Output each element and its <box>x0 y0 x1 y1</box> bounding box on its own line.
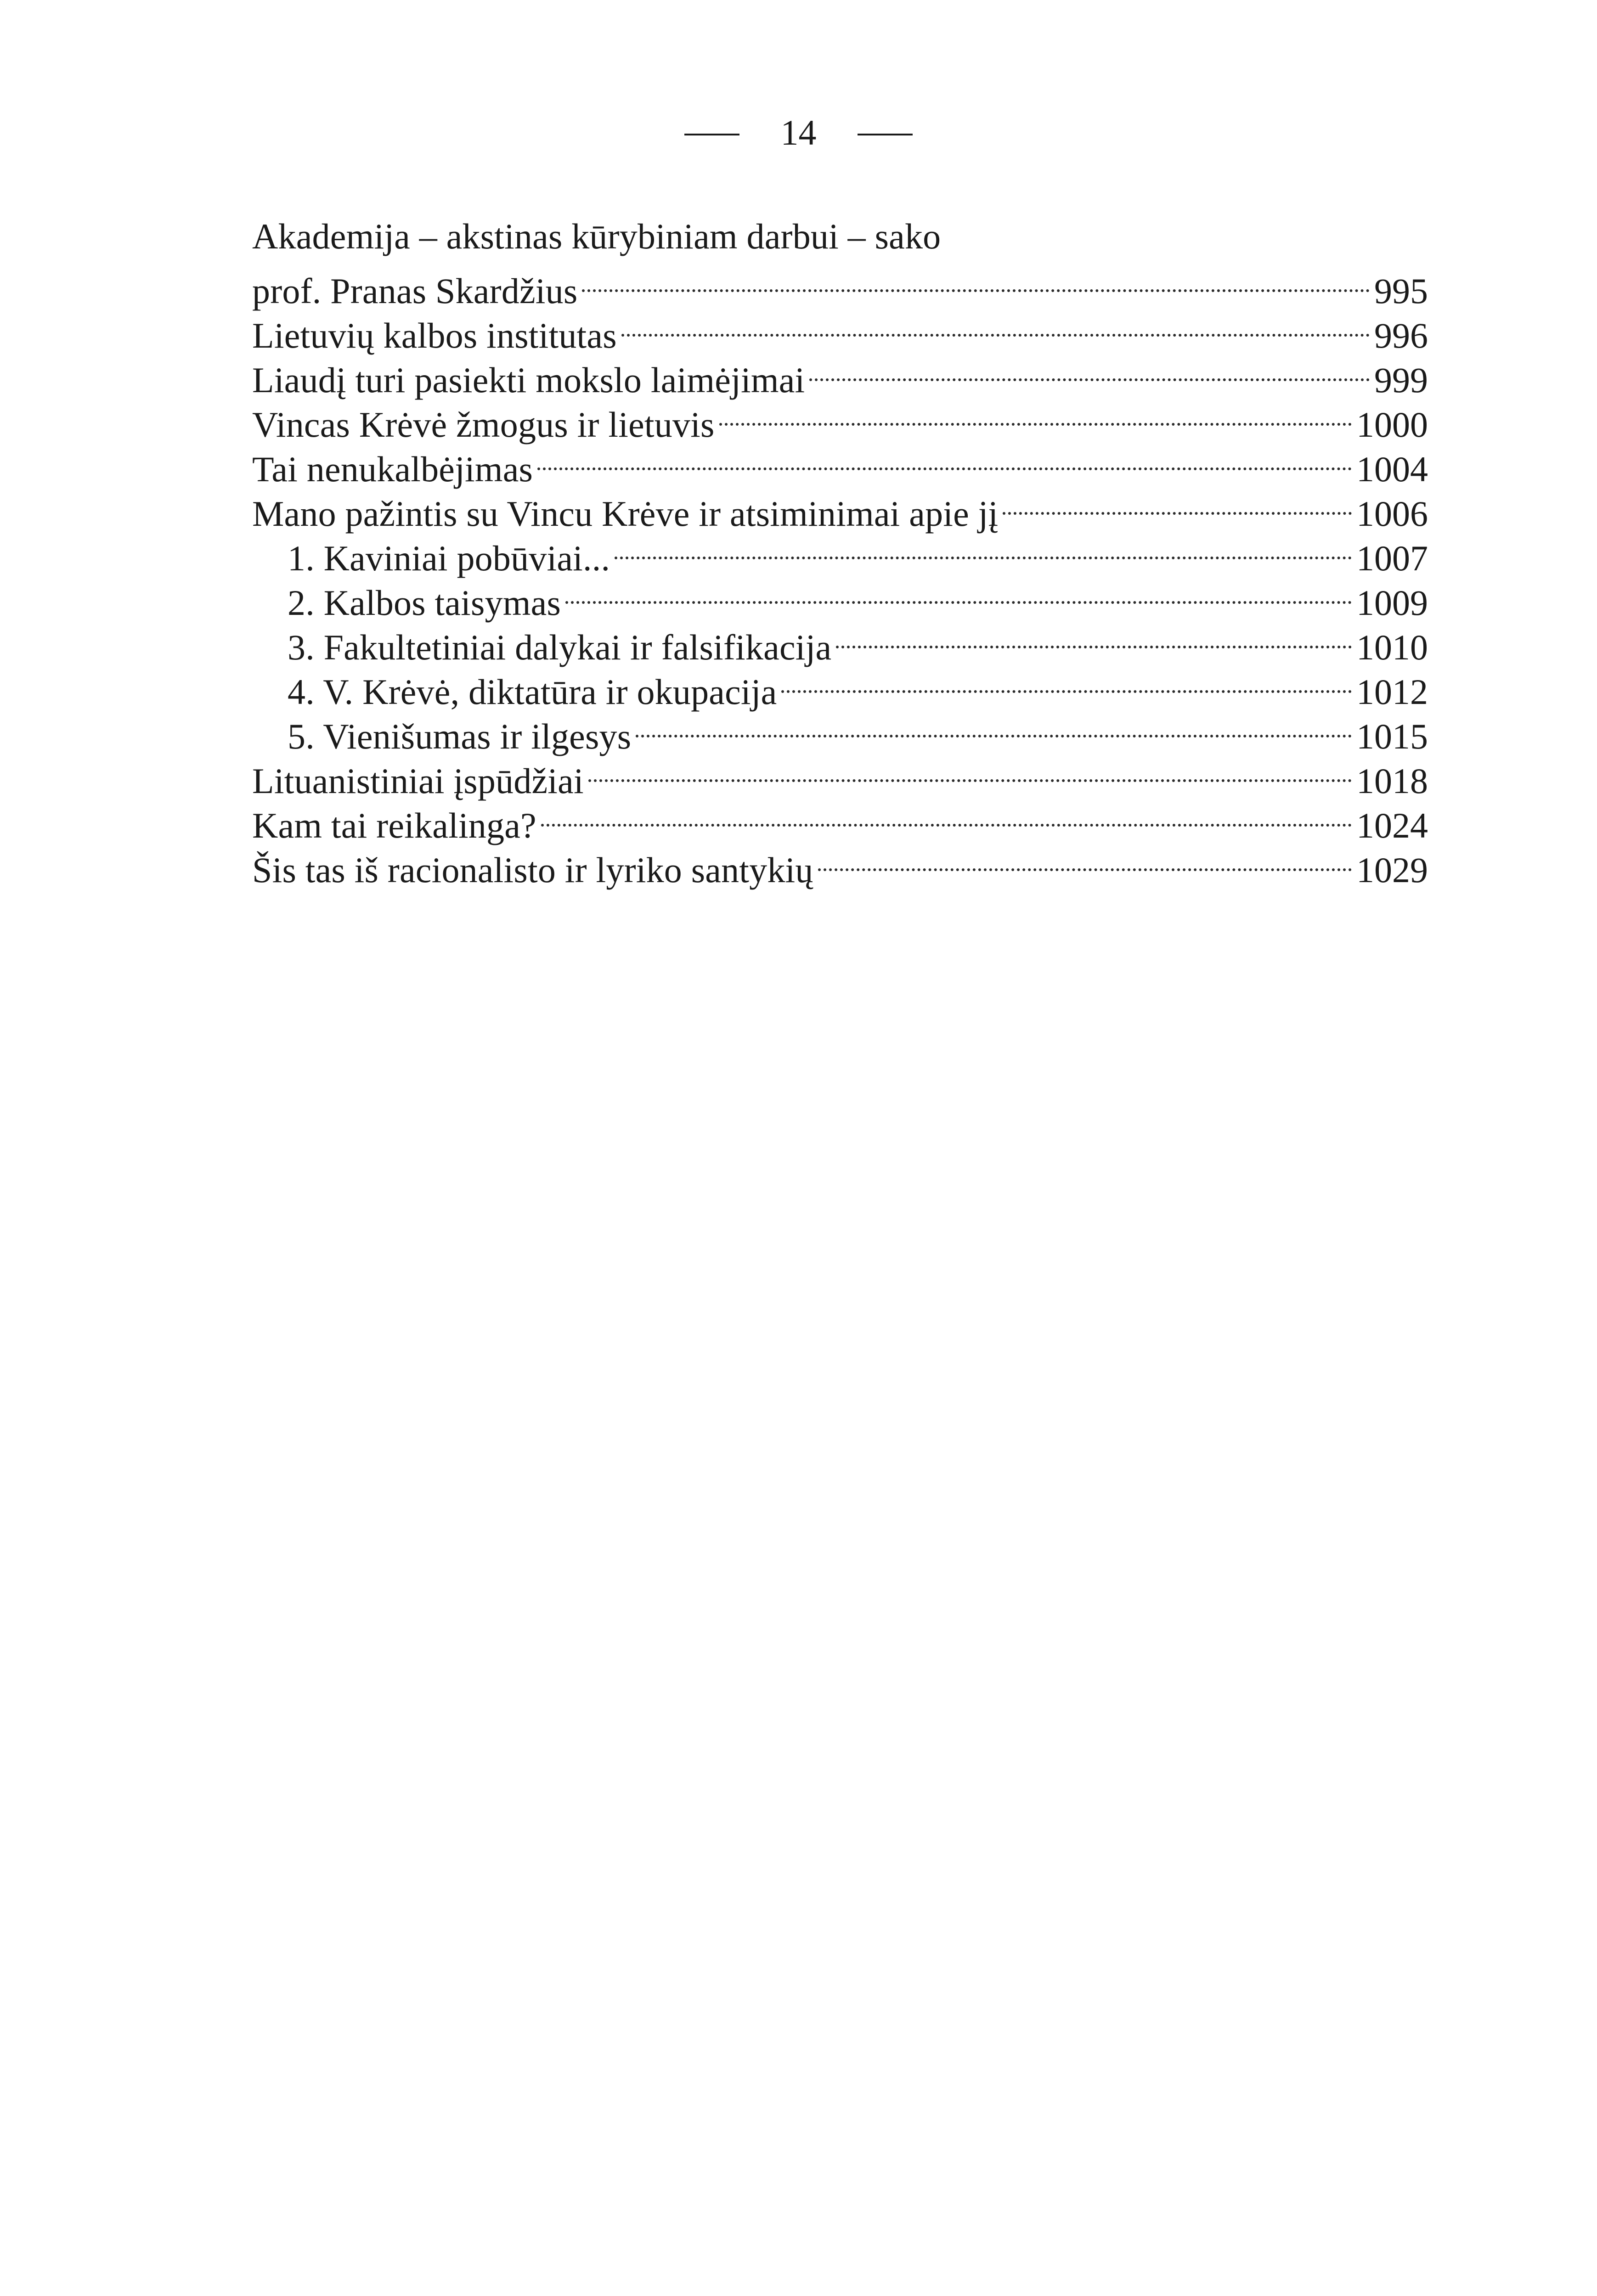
toc-dot-leader <box>537 437 1352 481</box>
toc-entry-title: Akademija – akstinas kūrybiniam darbui – sako <box>252 216 941 256</box>
toc-dot-leader <box>541 793 1352 838</box>
toc-entry-page: 1009 <box>1356 583 1428 623</box>
toc-entry-page: 1007 <box>1356 538 1428 578</box>
toc-entry-title: Mano pažintis su Vincu Krėve ir atsiminimai apie jį <box>252 494 999 534</box>
toc-dot-leader <box>836 615 1352 659</box>
toc-entry <box>252 214 1428 259</box>
toc-entry-title: 3. Fakultetiniai dalykai ir falsifikacija <box>288 627 832 667</box>
toc-entry-title: Šis tas iš racionalisto ir lyriko santykių <box>252 850 813 890</box>
toc-entry-page: 1029 <box>1356 850 1428 890</box>
page-number-value: 14 <box>780 113 817 152</box>
toc-dot-leader <box>719 392 1352 437</box>
toc-entry-page: 1004 <box>1356 449 1428 489</box>
toc-entry <box>252 259 1428 311</box>
toc-entry-page: 1006 <box>1356 494 1428 534</box>
toc-entry-page: 1012 <box>1356 672 1428 712</box>
toc-dot-leader <box>781 659 1352 704</box>
toc-entry-title: Kam tai reikalinga? <box>252 805 536 845</box>
toc-entry-title: Tai nenukalbėjimas <box>252 449 533 489</box>
toc-entry-title: Lituanistiniai įspūdžiai <box>252 761 584 801</box>
toc-entry-page: 1018 <box>1356 761 1428 801</box>
toc-entry-page: 1000 <box>1356 405 1428 445</box>
toc-dot-leader <box>809 348 1370 392</box>
page-number <box>0 115 1597 151</box>
toc-dot-leader <box>818 838 1352 882</box>
toc-entry-page: 1015 <box>1356 716 1428 756</box>
toc-dot-leader <box>582 259 1370 303</box>
toc-entry-title: 4. V. Krėvė, diktatūra ir okupacija <box>288 672 777 712</box>
toc-entry-title: Liaudį turi pasiekti mokslo laimėjimai <box>252 360 805 400</box>
toc-entry-page: 999 <box>1374 360 1428 400</box>
toc-dot-leader <box>636 704 1352 748</box>
toc-entry-title: 1. Kaviniai pobūviai... <box>288 538 610 578</box>
toc-entry-page: 996 <box>1374 315 1428 355</box>
page-number-dash-left <box>684 134 739 135</box>
toc-dot-leader <box>565 570 1352 615</box>
toc-entry-title: Lietuvių kalbos institutas <box>252 315 617 355</box>
toc-entry-title: prof. Pranas Skardžius <box>252 271 578 311</box>
toc-entry-page: 995 <box>1374 271 1428 311</box>
toc-dot-leader <box>1003 481 1352 526</box>
toc-dot-leader <box>588 748 1352 793</box>
toc-dot-leader <box>621 303 1370 348</box>
toc-entry-title: Vincas Krėvė žmogus ir lietuvis <box>252 405 715 445</box>
toc-entry-page: 1010 <box>1356 627 1428 667</box>
toc-dot-leader <box>615 526 1352 570</box>
toc-entry-page: 1024 <box>1356 805 1428 845</box>
page-number-dash-right <box>858 134 913 135</box>
table-of-contents <box>252 214 1428 890</box>
toc-entry-title: 5. Vienišumas ir ilgesys <box>288 716 632 756</box>
toc-entry-title: 2. Kalbos taisymas <box>288 583 561 623</box>
